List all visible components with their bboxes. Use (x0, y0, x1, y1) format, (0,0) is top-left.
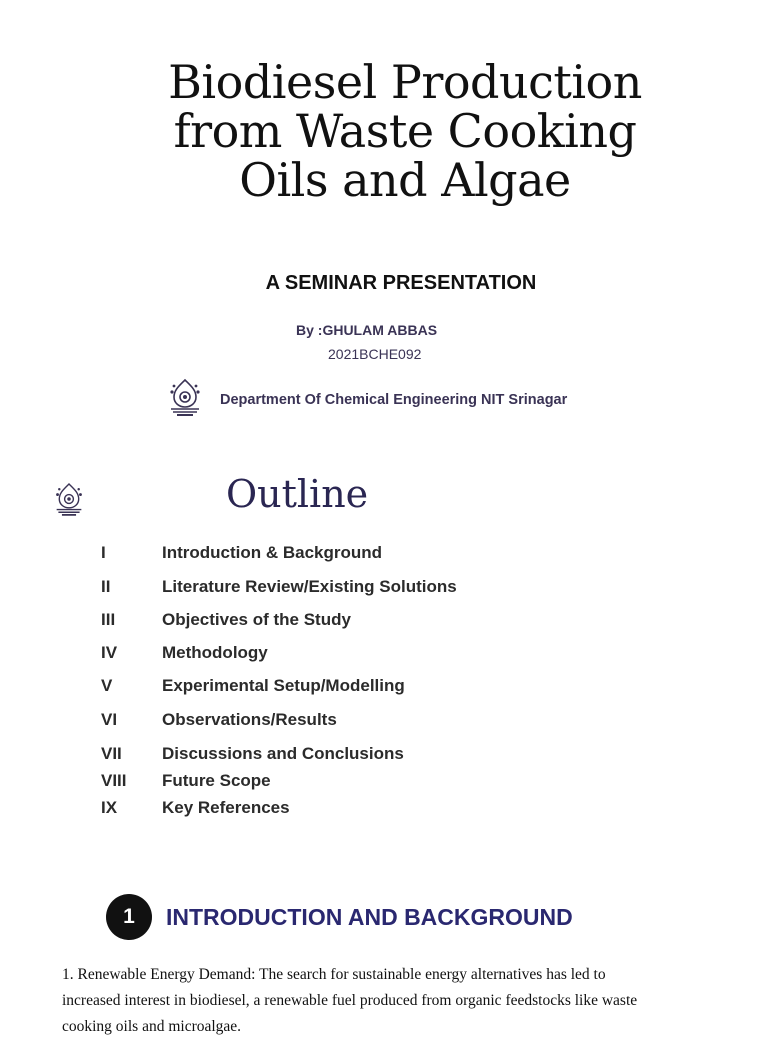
outline-item-number: I (101, 543, 106, 562)
department-row (168, 378, 567, 421)
cover-title-line: Oils and Algae (239, 153, 571, 207)
outline-item-label: Objectives of the Study (162, 610, 351, 629)
outline-item-number: II (101, 577, 111, 596)
outline-item-number: VII (101, 744, 122, 763)
outline-item-number: VIII (101, 771, 127, 790)
outline-item-label: Observations/Results (162, 710, 337, 729)
institute-emblem-icon (168, 378, 202, 421)
outline-item-label: Discussions and Conclusions (162, 744, 404, 763)
outline-item-label: Methodology (162, 643, 268, 662)
outline-item (101, 643, 268, 663)
department-name: Department Of Chemical Engineering NIT Srinagar (220, 391, 568, 408)
section-title: INTRODUCTION AND BACKGROUND (166, 903, 573, 930)
outline-item-label: Introduction & Background (162, 543, 383, 562)
outline-item (101, 676, 405, 696)
cover-title-line: from Waste Cooking (173, 104, 637, 158)
cover-title-line: Biodiesel Production (168, 55, 642, 109)
outline-item-label: Experimental Setup/Modelling (162, 676, 405, 695)
outline-item (101, 798, 290, 818)
outline-item-number: IV (101, 643, 118, 662)
outline-item (101, 744, 404, 764)
outline-item (101, 543, 382, 563)
section-heading (106, 894, 573, 940)
outline-item-label: Future Scope (162, 771, 271, 790)
cover-title (60, 55, 750, 207)
outline-item-number: III (101, 610, 116, 629)
outline-item (101, 610, 351, 630)
outline-title: Outline (226, 472, 369, 516)
section-number-badge: 1 (106, 894, 152, 940)
outline-item (101, 771, 271, 791)
outline-item-label: Key References (162, 798, 290, 817)
outline-item (101, 577, 457, 597)
section-body-text: 1. Renewable Energy Demand: The search for sustainable energy alternatives has led to increased interest in biodiesel, a renewable fuel produced from organic feedstocks like waste cooking oils and microalgae. (62, 966, 638, 1035)
outline-item (101, 710, 337, 730)
outline-item-number: IX (101, 798, 118, 817)
author-id: 2021BCHE092 (328, 346, 422, 362)
author-name: By :GHULAM ABBAS (296, 322, 438, 338)
outline-item-number: VI (101, 710, 118, 729)
outline-item-label: Literature Review/Existing Solutions (162, 577, 457, 596)
cover-subtitle: A SEMINAR PRESENTATION (265, 272, 537, 294)
institute-emblem-icon (54, 482, 84, 521)
outline-item-number: V (101, 676, 113, 695)
